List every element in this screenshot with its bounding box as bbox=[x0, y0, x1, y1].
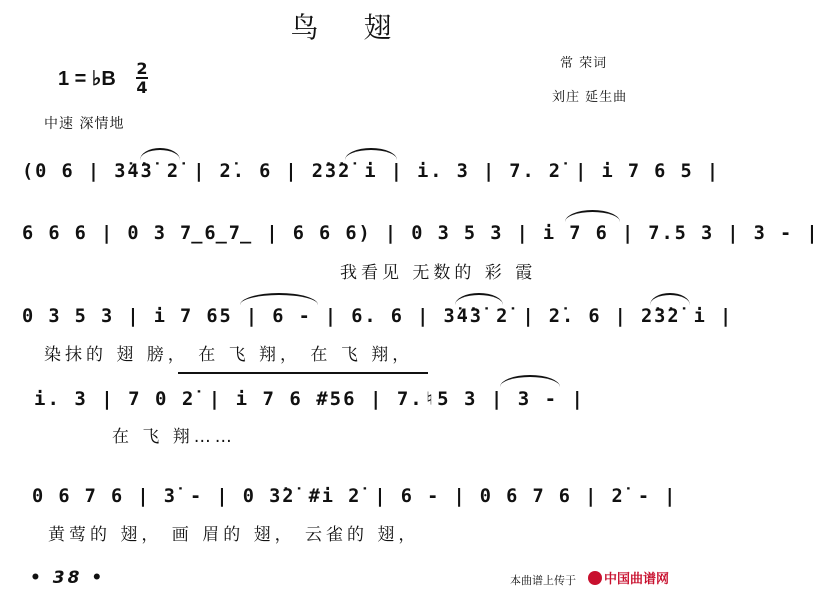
composer-credit: 刘庄 延生曲 bbox=[552, 90, 628, 105]
site-logo bbox=[588, 568, 669, 587]
time-signature bbox=[136, 60, 148, 96]
lyricist-credit: 常 荣词 bbox=[560, 56, 608, 71]
tempo-marking: 中速 深情地 bbox=[44, 116, 125, 132]
time-signature-top: 2 bbox=[136, 59, 148, 78]
notation-line-4: i. 3 | 7 0 2̇ | i 7 6 #56 | 7.♮5 3 | 3 - | bbox=[34, 388, 585, 410]
lyrics-line-4: 在 飞 翔…… bbox=[112, 427, 236, 447]
time-signature-bottom: 4 bbox=[136, 78, 148, 97]
page-number: • 38 • bbox=[30, 568, 106, 588]
notation-line-2: 6 6 6 | 0 3 7̲6̲7̲ | 6 6 6) | 0 3 5 3 | i 7 6 | 7.5 3 | 3 - | bbox=[22, 222, 820, 244]
lyrics-line-5: 黄莺的 翅， 画 眉的 翅， 云雀的 翅， bbox=[48, 525, 420, 545]
notation-line-5: 0 6 7 6 | 3̇ - | 0 3̇2̇ #i 2̇ | 6 - | 0 6 7 6 | 2̇ - | bbox=[32, 485, 678, 507]
notation-line-1: (0 6 | 3̇4̇3̇ 2̇ | 2̇. 6 | 2̇3̇2̇ i | i. 3 | 7. 2̇ | i 7 6 5 | bbox=[22, 160, 721, 182]
site-logo-icon bbox=[588, 571, 602, 585]
site-logo-text: 中国曲谱网 bbox=[604, 571, 670, 586]
lyrics-line-2: 我看见 无数的 彩 霞 bbox=[340, 263, 537, 283]
upload-note: 本曲谱上传于 bbox=[510, 574, 576, 587]
key-signature: 1 = ♭B bbox=[58, 68, 116, 90]
lyrics-line-3: 染抹的 翅 膀， 在 飞 翔， 在 飞 翔， bbox=[44, 345, 414, 365]
song-title: 鸟 翅 bbox=[290, 11, 410, 44]
notation-line-3: 0 3 5 3 | i 7 65 | 6 - | 6. 6 | 3̇4̇3̇ 2̇ | 2̇. 6 | 2̇3̇2̇ i | bbox=[22, 305, 734, 327]
